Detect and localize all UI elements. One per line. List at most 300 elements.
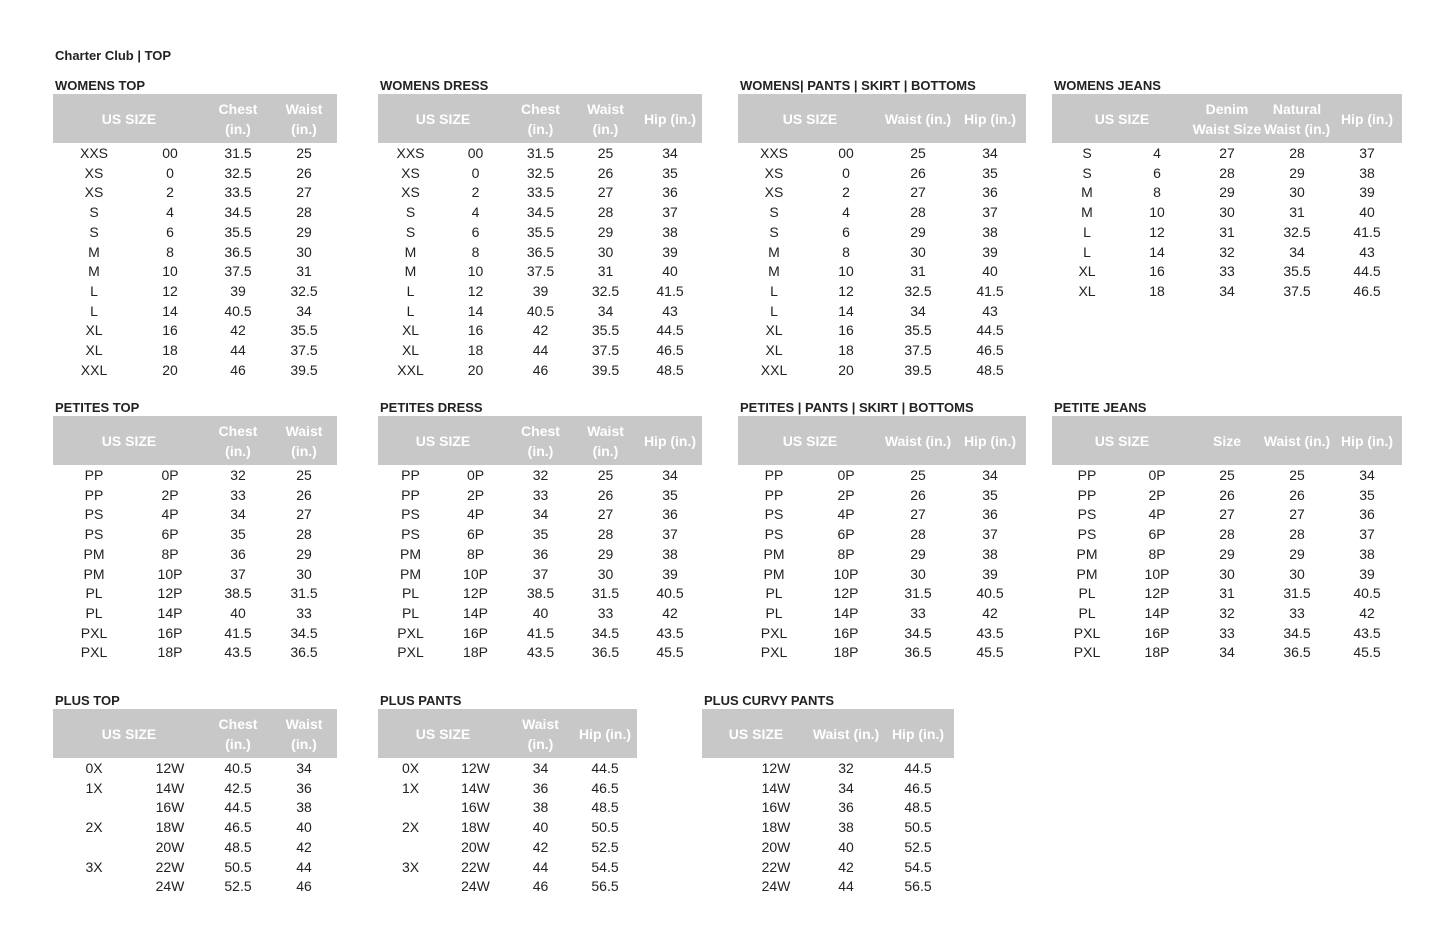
table-cell: 34 (532, 506, 549, 523)
table-cell: 32.5 (224, 164, 252, 181)
table-cell: 42 (982, 604, 998, 621)
table-cell: 12 (1149, 223, 1165, 240)
header-label: Waist (in.) (884, 432, 952, 449)
table-title: PETITES TOP (55, 400, 140, 415)
table-cell: PS (1077, 506, 1097, 523)
table-cell: 14P (157, 604, 183, 621)
table-row (738, 223, 1026, 243)
header-label: US SIZE (101, 432, 157, 449)
table-cell: PM (763, 565, 785, 582)
header-label: Chest (in.) (521, 422, 560, 459)
table-cell: 35 (230, 526, 246, 543)
table-cell: 18W (761, 819, 791, 836)
table-row (702, 877, 954, 897)
table-row (1052, 525, 1402, 545)
table-cell: 6 (471, 223, 480, 240)
table-cell: S (1082, 145, 1092, 161)
table-cell: 18P (157, 644, 183, 661)
header-label: Waist (in.) (1263, 432, 1331, 449)
table-row (738, 361, 1026, 381)
table-cell: 14 (162, 302, 178, 319)
table-cell: 33 (1219, 624, 1235, 641)
table-cell: 52.5 (224, 878, 252, 895)
header-cell (271, 94, 337, 143)
table-cell: 32 (838, 760, 854, 776)
table-cell: 56.5 (591, 878, 619, 895)
table-cell: PP (764, 486, 784, 503)
table-row (53, 624, 337, 644)
table-cell: 1X (85, 779, 103, 796)
table-cell: 37.5 (290, 342, 318, 358)
header-cell (508, 94, 573, 143)
table-cell: 35.5 (591, 322, 620, 339)
table-cell: XS (401, 164, 420, 181)
table-cell: 2P (1148, 486, 1166, 503)
table-cell: 28 (296, 204, 312, 221)
header-label: US SIZE (415, 725, 471, 742)
table-cell: PL (85, 585, 103, 602)
table-row (53, 466, 337, 486)
table-cell: 30 (296, 243, 312, 260)
table-row (378, 838, 637, 858)
table-row (53, 361, 337, 381)
table-cell: 35.5 (904, 322, 932, 339)
table-cell: 38 (982, 223, 998, 240)
table-cell: 29 (1219, 545, 1235, 562)
header-cell (882, 416, 954, 465)
table-row (378, 466, 702, 486)
header-label: US SIZE (101, 110, 157, 127)
header-cell (882, 94, 954, 143)
table-cell: M (768, 263, 780, 280)
table-row (378, 759, 637, 779)
table-cell: 41.5 (1353, 223, 1381, 240)
table-cell: 30 (1289, 184, 1305, 201)
header-label: Hip (in.) (643, 432, 697, 449)
header-cell (1262, 416, 1332, 465)
table-cell: 2 (842, 184, 850, 201)
table-cell: 38.5 (224, 585, 252, 602)
table-cell: 46 (230, 361, 246, 378)
table-cell: 29 (1289, 164, 1305, 181)
table-row (702, 858, 954, 878)
table-cell: 40.5 (526, 302, 555, 319)
table-cell (53, 798, 135, 818)
table-row (738, 144, 1026, 164)
table-cell: 26 (1219, 486, 1235, 503)
header-cell (738, 416, 882, 465)
table-cell: PS (84, 526, 104, 543)
header-cell (378, 416, 508, 465)
header-cell (378, 709, 508, 758)
table-row (378, 183, 702, 203)
table-row (53, 759, 337, 779)
table-cell: 39.5 (904, 361, 932, 378)
table-cell: PS (401, 506, 420, 523)
table-cell: 42 (230, 322, 246, 339)
table-title: WOMENS TOP (55, 78, 146, 93)
table-header (53, 416, 337, 465)
table-row (702, 759, 954, 779)
table-cell: 38 (296, 799, 312, 816)
table-cell: 00 (838, 145, 854, 161)
table-cell: 10 (1149, 204, 1165, 221)
table-row (1052, 164, 1402, 184)
header-cell (205, 94, 271, 143)
table-cell: 36.5 (1283, 644, 1311, 661)
table-cell: 8P (466, 545, 485, 562)
table-row (702, 818, 954, 838)
table-cell: XXL (80, 361, 108, 378)
table-cell: 33.5 (526, 184, 555, 201)
table-cell: 12W (761, 760, 791, 776)
table-row (378, 321, 702, 341)
header-cell (1192, 416, 1262, 465)
table-row (378, 361, 702, 381)
table-cell: 39 (662, 243, 678, 260)
table-cell: 34 (597, 302, 614, 319)
table-cell: 36 (982, 506, 998, 523)
table-cell: 24W (155, 878, 185, 895)
table-cell: 30 (910, 243, 926, 260)
table-cell: 10P (1144, 565, 1170, 582)
table-row (53, 262, 337, 282)
table-cell: 39.5 (290, 361, 318, 378)
table-cell: PXL (80, 624, 108, 641)
table-cell: 28 (1219, 164, 1235, 181)
table-cell: 31.5 (290, 585, 318, 602)
header-label: Waist (in.) (285, 422, 323, 459)
table-cell: 42 (662, 604, 678, 621)
table-cell: 38 (662, 545, 678, 562)
table-cell: 12P (463, 585, 488, 602)
table-cell: 42 (532, 838, 549, 855)
table-cell: 6 (166, 223, 174, 240)
table-cell: 31 (1219, 585, 1235, 602)
table-cell: 30 (1289, 565, 1305, 582)
table-cell: 2 (166, 184, 174, 201)
table-cell: 32 (532, 467, 549, 483)
table-cell: S (89, 204, 99, 221)
table-cell: 2P (161, 486, 179, 503)
table-cell: 31.5 (904, 585, 932, 602)
table-row (1052, 183, 1402, 203)
table-cell: 39 (982, 565, 998, 582)
table-row (1052, 466, 1402, 486)
table-cell: XL (401, 342, 420, 358)
table-cell: 34 (662, 145, 678, 161)
table-row (378, 584, 702, 604)
header-label: Hip (in.) (963, 110, 1017, 127)
table-cell: 28 (910, 526, 926, 543)
table-cell: 16W (155, 799, 185, 816)
table-cell: 35 (532, 526, 549, 543)
table-cell: 2X (85, 819, 103, 836)
table-cell: 39 (532, 282, 549, 299)
table-cell: 34 (662, 467, 678, 483)
header-label: Natural Waist (in.) (1263, 100, 1331, 137)
table-row (53, 486, 337, 506)
table-cell: 31.5 (526, 145, 555, 161)
table-cell: 43 (1359, 243, 1375, 260)
table-cell: 2P (837, 486, 855, 503)
table-cell: PL (765, 604, 783, 621)
table-cell: 32.5 (1283, 223, 1311, 240)
table-cell: 6 (1153, 164, 1161, 181)
table-cell: 36 (532, 779, 549, 796)
table-cell: 28 (597, 204, 614, 221)
header-cell (738, 94, 882, 143)
table-cell (378, 798, 443, 818)
table-cell: 35.5 (1283, 263, 1311, 280)
table-cell: 37 (982, 526, 998, 543)
table-cell: 16 (162, 322, 178, 339)
table-cell: 25 (296, 467, 312, 483)
header-cell (702, 709, 810, 758)
table-row (53, 144, 337, 164)
table-cell: 18P (833, 644, 859, 661)
table-row (53, 818, 337, 838)
table-cell: 38 (1359, 164, 1375, 181)
table-cell: 37.5 (591, 342, 620, 358)
header-label: US SIZE (782, 432, 838, 449)
header-label: Chest (in.) (218, 422, 258, 459)
header-cell (1262, 94, 1332, 143)
table-cell (53, 877, 135, 897)
table-cell: 33 (230, 486, 246, 503)
table-row (738, 486, 1026, 506)
table-cell: 0X (85, 760, 103, 776)
table-cell: 00 (467, 145, 484, 161)
table-cell: 39 (982, 243, 998, 260)
table-cell: 31 (910, 263, 926, 280)
table-cell: 22W (761, 858, 791, 875)
table-cell: 18W (155, 819, 185, 836)
table-row (53, 164, 337, 184)
header-cell (508, 416, 573, 465)
table-cell: 42 (1359, 604, 1375, 621)
table-cell: 39 (662, 565, 678, 582)
table-cell: 3X (85, 858, 103, 875)
table-cell: 37 (662, 526, 678, 543)
table-cell: 35.5 (224, 223, 252, 240)
table-cell: 42.5 (224, 779, 252, 796)
table-cell: 0P (466, 467, 485, 483)
table-cell: 20W (461, 838, 490, 855)
table-cell: 35 (1359, 486, 1375, 503)
header-label: Waist (in.) (522, 715, 559, 752)
table-cell: 44.5 (591, 760, 619, 776)
header-cell (573, 416, 638, 465)
table-cell: 33 (1289, 604, 1305, 621)
table-cell: 0 (166, 164, 174, 181)
page-title: Charter Club | TOP (55, 48, 172, 63)
table-cell: XXL (397, 361, 424, 378)
table-cell: XXS (759, 145, 788, 161)
table-cell: PXL (760, 644, 788, 661)
table-row (738, 183, 1026, 203)
table-cell: 16 (1149, 263, 1165, 280)
table-row (738, 624, 1026, 644)
table-cell: 30 (1219, 204, 1235, 221)
table-cell: 36 (982, 184, 998, 201)
table-cell: 26 (1289, 486, 1305, 503)
table-cell: 4 (1153, 145, 1161, 161)
table-row (53, 877, 337, 897)
table-title: PLUS TOP (55, 693, 120, 708)
table-cell: 37 (662, 204, 678, 221)
header-label: Waist (in.) (587, 422, 624, 459)
table-row (738, 643, 1026, 663)
table-cell: 27 (1219, 506, 1235, 523)
table-cell: 35 (662, 486, 678, 503)
table-cell: 14W (461, 779, 490, 796)
table-cell: XXL (760, 361, 788, 378)
header-cell (954, 416, 1026, 465)
table-cell: 40 (532, 819, 549, 836)
table-cell: 18 (838, 342, 854, 358)
table-cell: 10 (162, 263, 178, 280)
table-cell: 32 (1219, 604, 1235, 621)
table-cell: 29 (296, 223, 312, 240)
table-cell: 31.5 (1283, 585, 1311, 602)
table-cell: 6P (1148, 526, 1166, 543)
table-cell: 50.5 (224, 858, 252, 875)
header-cell (1192, 94, 1262, 143)
table-cell: 6 (842, 223, 850, 240)
table-cell: 40.5 (224, 302, 252, 319)
table-cell: 34.5 (591, 624, 620, 641)
table-cell: 36.5 (224, 243, 252, 260)
table-row (53, 565, 337, 585)
table-cell: 34.5 (290, 624, 318, 641)
table-cell: PP (84, 486, 104, 503)
header-cell (954, 94, 1026, 143)
header-cell (1332, 94, 1402, 143)
table-cell: 26 (910, 164, 926, 181)
table-cell: M (1081, 204, 1093, 221)
header-label: Hip (in.) (891, 725, 945, 742)
table-cell: 14P (463, 604, 488, 621)
header-cell (810, 709, 882, 758)
table-cell: 3X (401, 858, 420, 875)
table-cell: 42 (296, 838, 312, 855)
table-cell: M (88, 263, 100, 280)
table-cell (378, 877, 443, 897)
table-cell: PP (401, 486, 420, 503)
table-cell: PXL (1073, 624, 1101, 641)
table-cell: 39 (1359, 565, 1375, 582)
table-cell: M (404, 263, 417, 280)
table-cell: 36 (230, 545, 246, 562)
table-row (378, 486, 702, 506)
table-row (378, 779, 637, 799)
table-cell: 4 (842, 204, 850, 221)
table-cell: 33 (597, 604, 614, 621)
table-cell: 27 (1289, 506, 1305, 523)
table-row (1052, 262, 1402, 282)
table-cell: 52.5 (591, 838, 619, 855)
table-cell: 4 (166, 204, 174, 221)
table-cell: 54.5 (591, 858, 619, 875)
header-cell (271, 709, 337, 758)
table-cell: PXL (397, 624, 424, 641)
table-cell: XXS (396, 145, 425, 161)
table-cell: 34 (1219, 282, 1235, 299)
table-row (53, 604, 337, 624)
table-cell: L (406, 282, 415, 299)
table-row (738, 565, 1026, 585)
table-cell: M (88, 243, 100, 260)
header-cell (638, 416, 702, 465)
table-cell: 43 (982, 302, 998, 319)
table-row (378, 262, 702, 282)
table-cell: PL (401, 585, 420, 602)
table-cell: 43.5 (976, 624, 1004, 641)
header-label: Waist (in.) (285, 100, 323, 137)
table-row (1052, 624, 1402, 644)
table-row (738, 525, 1026, 545)
table-cell: 32.5 (591, 282, 620, 299)
table-cell: 41.5 (656, 282, 684, 299)
table-cell: 14P (1144, 604, 1170, 621)
table-cell: 28 (1219, 526, 1235, 543)
table-cell: 14W (761, 779, 791, 796)
table-row (53, 302, 337, 322)
header-cell (508, 709, 573, 758)
table-header (702, 709, 954, 758)
table-cell: PP (1077, 467, 1097, 483)
table-cell: 0 (842, 164, 850, 181)
table-row (53, 282, 337, 302)
table-cell: 31 (1289, 204, 1305, 221)
table-cell: 12 (838, 282, 854, 299)
table-cell: 4P (161, 506, 179, 523)
table-cell: 40.5 (224, 760, 252, 776)
table-cell: L (770, 282, 778, 299)
table-cell: 18P (463, 644, 488, 661)
table-row (378, 282, 702, 302)
table-cell: 12W (155, 760, 185, 776)
table-cell: 36.5 (904, 644, 932, 661)
table-cell: S (405, 223, 416, 240)
table-row (738, 164, 1026, 184)
table-cell: 48.5 (224, 838, 252, 855)
table-cell: 6P (466, 526, 485, 543)
header-label: Chest (in.) (521, 100, 560, 137)
table-cell: 35 (662, 164, 678, 181)
table-cell: 2 (471, 184, 480, 201)
table-row (53, 505, 337, 525)
table-row (738, 545, 1026, 565)
table-cell: 41.5 (224, 624, 252, 641)
table-cell: XL (765, 342, 783, 358)
header-label: Chest (in.) (218, 715, 258, 752)
table-cell: 37.5 (224, 263, 252, 280)
table-cell: 45.5 (1353, 644, 1381, 661)
table-row (378, 858, 637, 878)
table-cell: 34 (982, 145, 998, 161)
table-row (1052, 223, 1402, 243)
table-header (738, 94, 1026, 143)
table-cell: 18 (162, 342, 178, 358)
table-cell: 33 (910, 604, 926, 621)
table-cell: 4P (466, 506, 485, 523)
table-cell: XL (765, 322, 783, 339)
table-cell (53, 838, 135, 858)
table-cell: 34 (296, 760, 312, 776)
table-cell: 27 (597, 184, 614, 201)
